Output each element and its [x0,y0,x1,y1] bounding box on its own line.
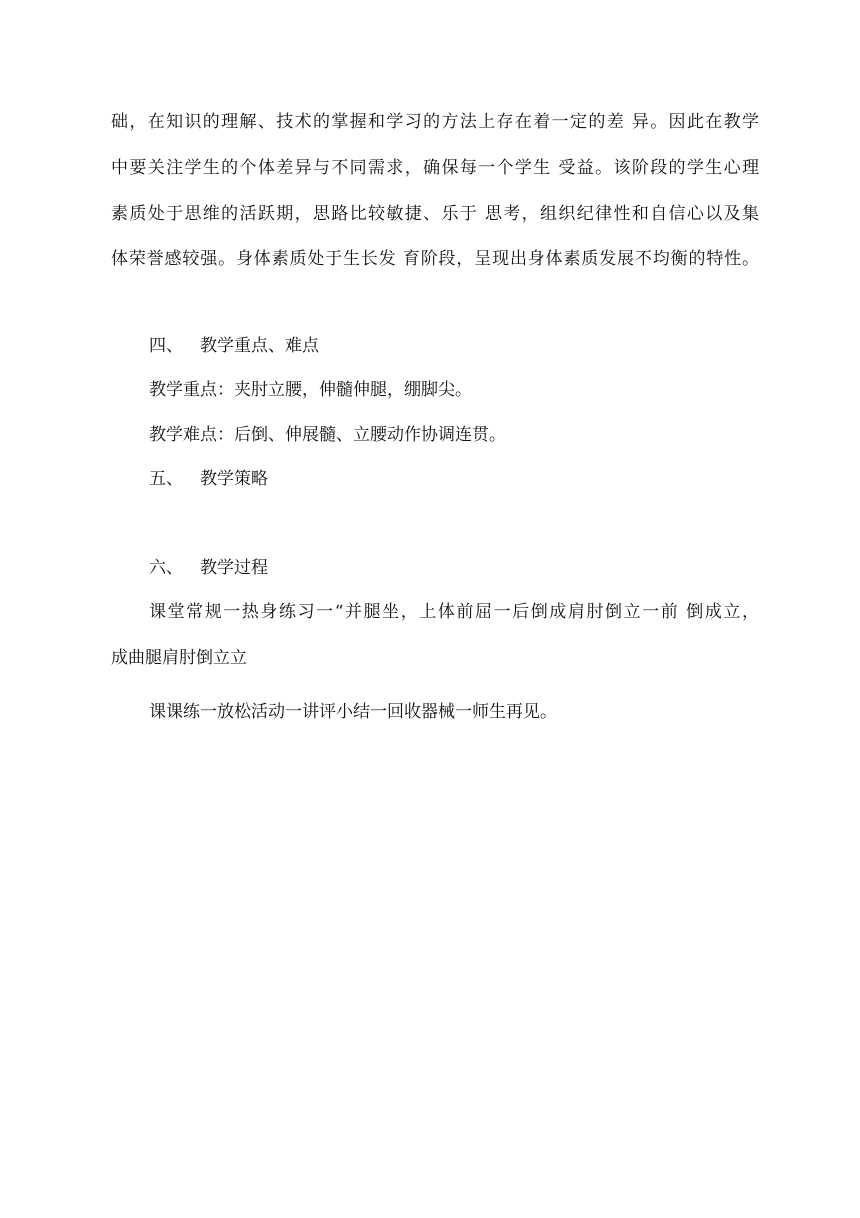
paragraph-line-2: 中要关注学生的个体差异与不同需求，确保每一个学生 受益。该阶段的学生心理 [111,158,759,178]
section-4-number: 四、 [149,336,183,356]
paragraph-line-3: 素质处于思维的活跃期，思路比较敏捷、乐于 思考，组织纪律性和自信心以及集 [111,204,759,224]
section-4-heading [149,334,319,358]
section-6-heading [149,556,268,580]
section-5-heading [149,467,268,491]
difficult-point-text: 教学难点：后倒、伸展髓、立腰动作协调连贯。 [149,425,506,445]
section-4-title: 教学重点、难点 [200,336,319,356]
paragraph-line-4: 体荣誉感较强。身体素质处于生长发 育阶段，呈现出身体素质发展不均衡的特性。 [111,249,759,269]
teaching-process-line-2: 成曲腿肩肘倒立立 [111,648,247,668]
teaching-process-line-1: 课堂常规一热身练习一“并腿坐，上体前屈一后倒成肩肘倒立一前 倒成立， [149,602,759,622]
section-6-title: 教学过程 [200,558,268,578]
teaching-process-line-3: 课课练一放松活动一讲评小结一回收器械一师生再见。 [149,702,557,722]
section-5-number: 五、 [149,469,183,489]
section-5-title: 教学策略 [200,469,268,489]
paragraph-line-1: 础，在知识的理解、技术的掌握和学习的方法上存在着一定的差 异。因此在教学 [111,112,759,132]
section-6-number: 六、 [149,558,183,578]
key-point-text: 教学重点：夹肘立腰，伸髓伸腿，绷脚尖。 [149,380,472,400]
